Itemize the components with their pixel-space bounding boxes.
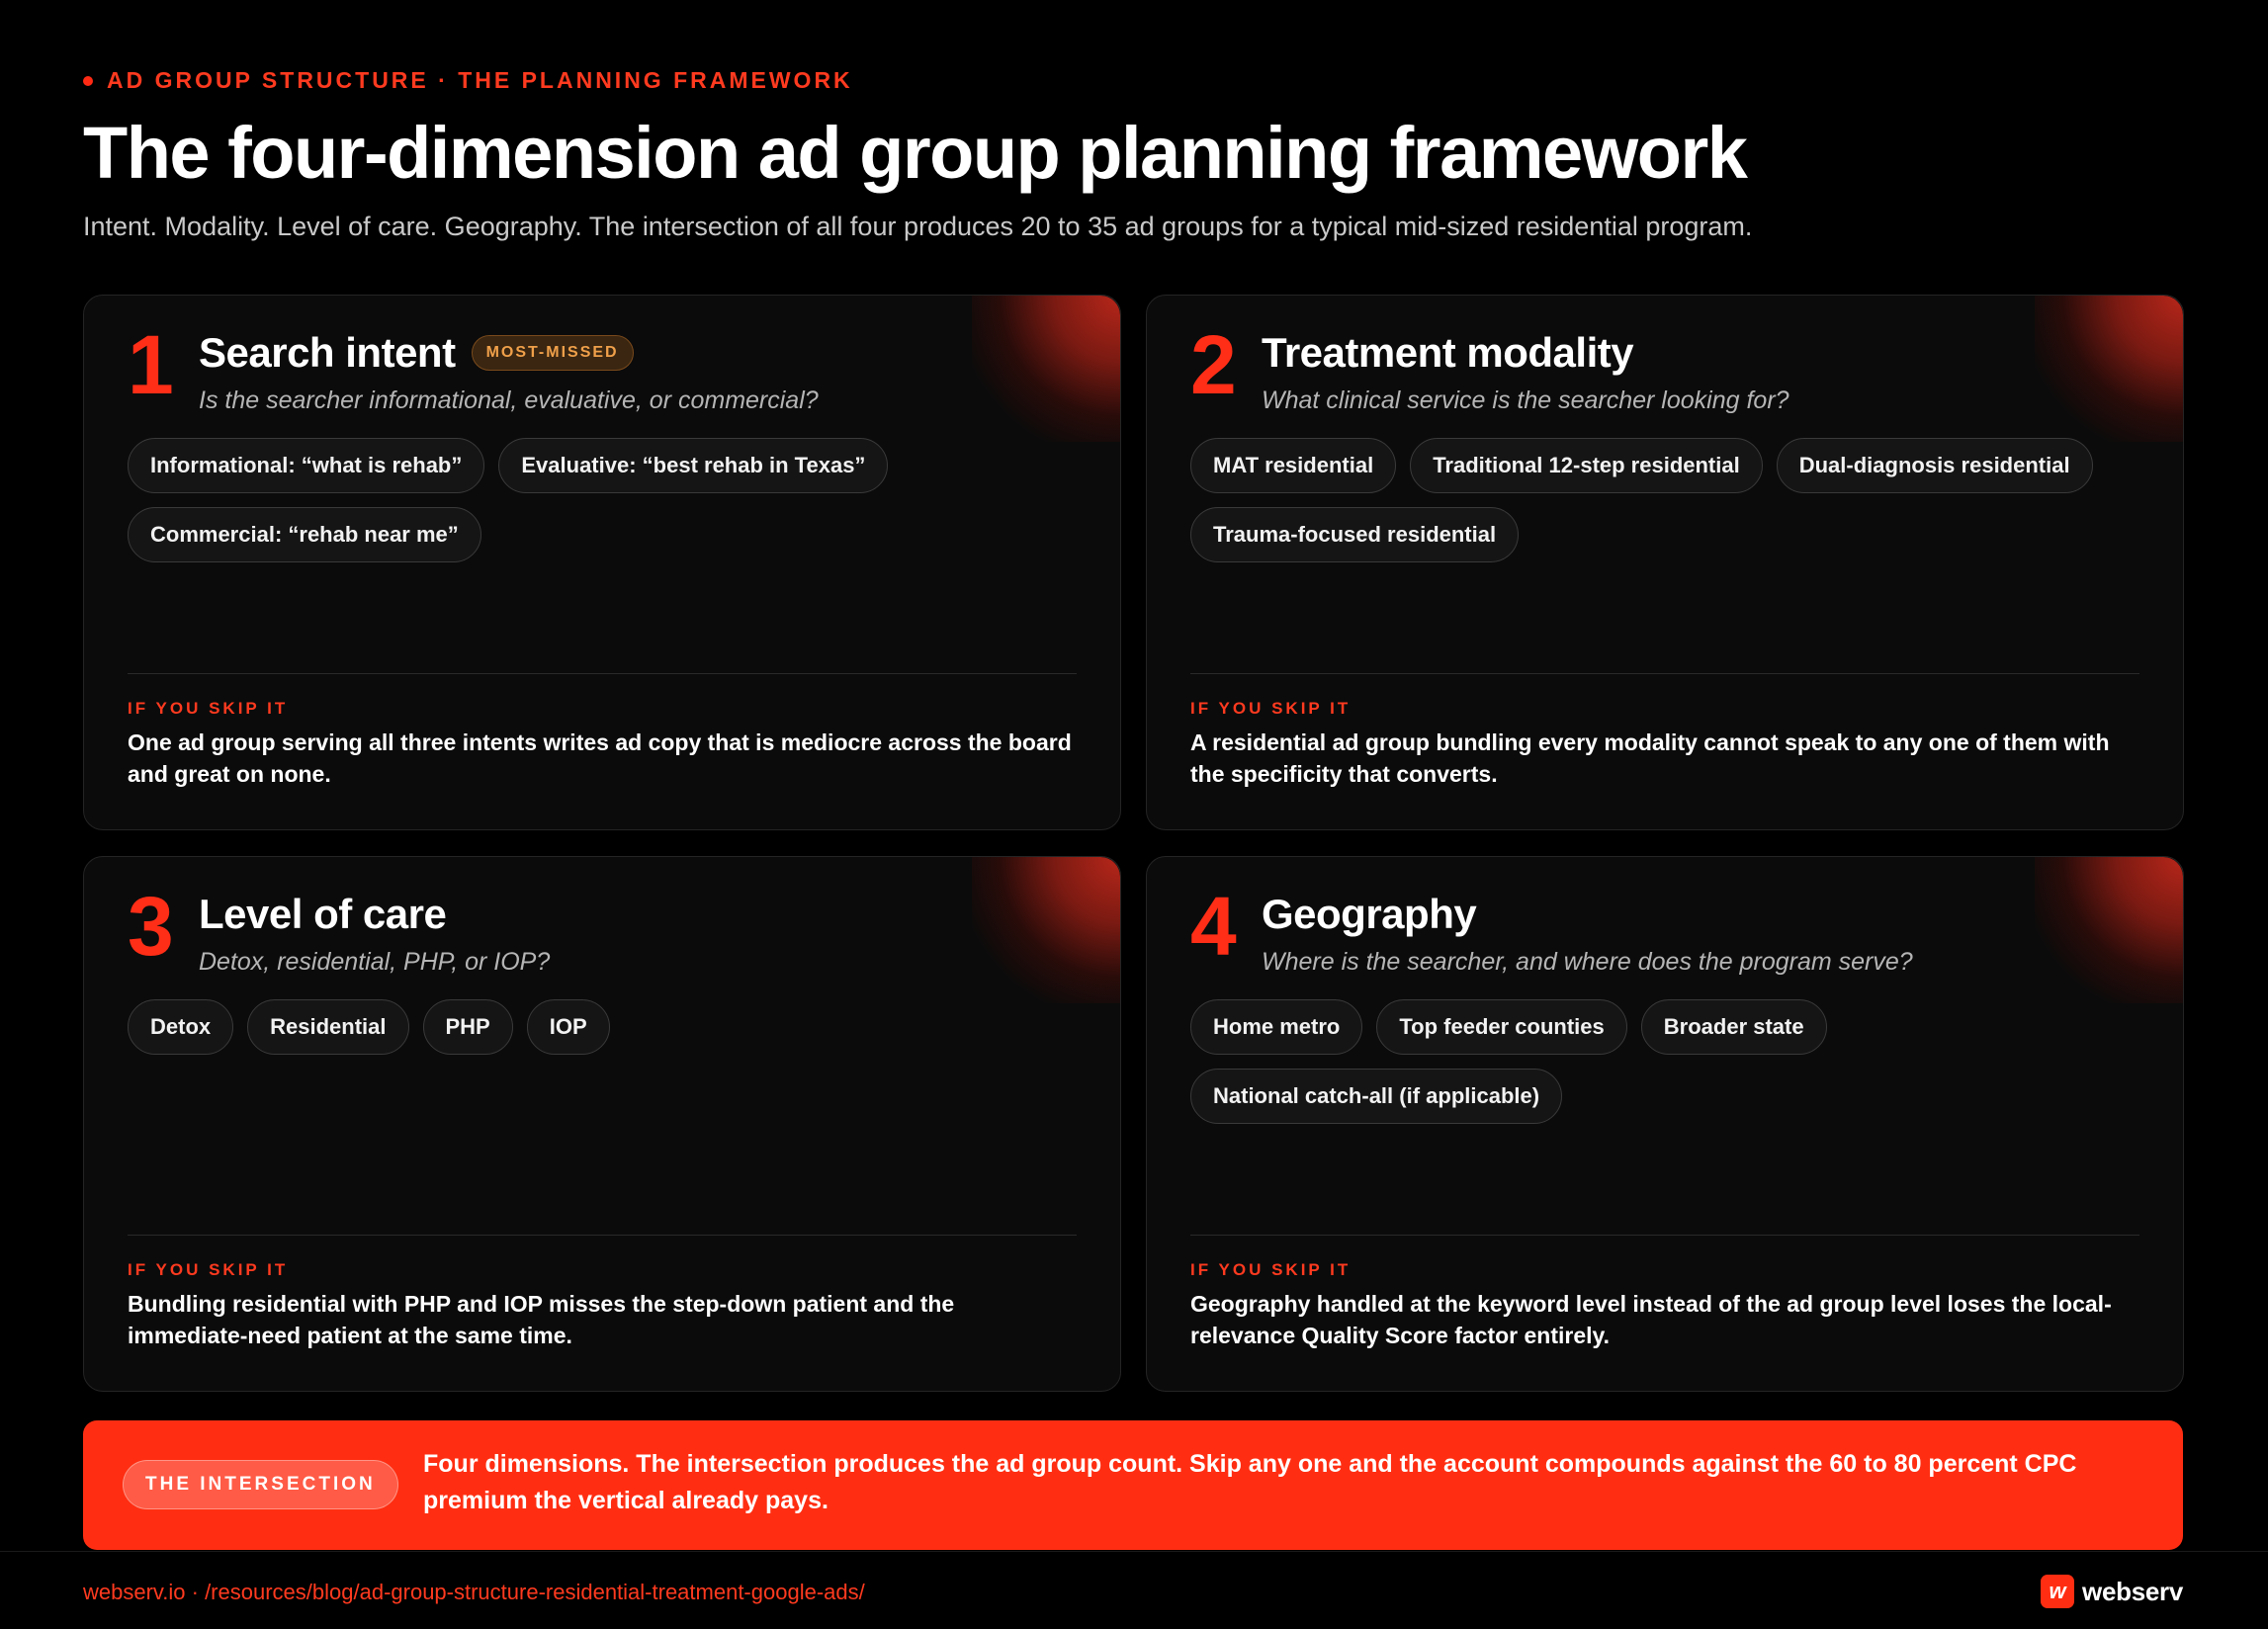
card-number: 2 (1190, 318, 1237, 411)
chip: Broader state (1641, 999, 1827, 1055)
chip-list (1190, 999, 2139, 1124)
eyebrow (83, 67, 853, 94)
skip-label: IF YOU SKIP IT (128, 699, 289, 718)
card-number: 3 (128, 880, 174, 973)
card-number: 4 (1190, 880, 1237, 973)
divider (1190, 1235, 2139, 1236)
chip: PHP (423, 999, 513, 1055)
card-corner-glow (972, 857, 1120, 1003)
card-geography (1146, 856, 2184, 1392)
chip-list (1190, 438, 2139, 562)
footer-divider (0, 1551, 2268, 1552)
card-header (1262, 891, 1476, 938)
intersection-message: Four dimensions. The intersection produces the ad group count. Skip any one and the account compounds against the 60 to 80 percent CPC premium the vertical already pays. (423, 1450, 2077, 1514)
intersection-banner (83, 1420, 2183, 1550)
intersection-pill: THE INTERSECTION (123, 1460, 398, 1509)
chip-list (128, 999, 1077, 1055)
card-header (199, 891, 446, 938)
card-corner-glow (972, 296, 1120, 442)
skip-label: IF YOU SKIP IT (1190, 699, 1352, 718)
webserv-logo-icon: w (2041, 1575, 2074, 1608)
card-header (1262, 329, 1633, 377)
chip: Trauma-focused residential (1190, 507, 1519, 562)
card-header (199, 329, 634, 377)
card-search-intent (83, 295, 1121, 830)
chip-list (128, 438, 1077, 562)
most-missed-badge: MOST-MISSED (472, 335, 634, 371)
footer-url-link[interactable]: webserv.io · /resources/blog/ad-group-structure-residential-treatment-google-ads/ (83, 1580, 865, 1604)
brand[interactable] (2041, 1575, 2183, 1608)
card-question: Is the searcher informational, evaluative, or commercial? (199, 386, 819, 414)
card-title: Geography (1262, 891, 1477, 937)
chip: Evaluative: “best rehab in Texas” (498, 438, 888, 493)
card-question: Detox, residential, PHP, or IOP? (199, 948, 551, 976)
chip: Detox (128, 999, 233, 1055)
chip: IOP (527, 999, 610, 1055)
chip: Traditional 12-step residential (1410, 438, 1763, 493)
skip-label: IF YOU SKIP IT (1190, 1260, 1352, 1279)
skip-consequence: One ad group serving all three intents writes ad copy that is mediocre across the board and great on none. (128, 729, 1072, 787)
card-corner-glow (2035, 296, 2183, 442)
chip: Dual-diagnosis residential (1777, 438, 2093, 493)
card-title: Search intent (199, 329, 456, 376)
card-question: What clinical service is the searcher looking for? (1262, 386, 1789, 414)
divider (1190, 673, 2139, 674)
skip-consequence: Geography handled at the keyword level instead of the ad group level loses the local-relevance Quality Score factor entirely. (1190, 1291, 2112, 1348)
chip: Residential (247, 999, 408, 1055)
page-title: The four-dimension ad group planning framework (83, 112, 1747, 194)
card-title: Treatment modality (1262, 329, 1634, 376)
chip: National catch-all (if applicable) (1190, 1069, 1562, 1124)
divider (128, 1235, 1077, 1236)
page-subtitle: Intent. Modality. Level of care. Geography. The intersection of all four produces 20 to 35 ad groups for a typical mid-sized residential program. (83, 212, 1753, 241)
card-question: Where is the searcher, and where does the program serve? (1262, 948, 1913, 976)
card-treatment-modality (1146, 295, 2184, 830)
skip-consequence: Bundling residential with PHP and IOP misses the step-down patient and the immediate-need patient at the same time. (128, 1291, 955, 1348)
brand-name: webserv (2082, 1576, 2183, 1606)
skip-consequence: A residential ad group bundling every modality cannot speak to any one of them with the specificity that converts. (1190, 729, 2110, 787)
eyebrow-dot-icon (83, 76, 93, 86)
card-title: Level of care (199, 891, 447, 937)
divider (128, 673, 1077, 674)
chip: Informational: “what is rehab” (128, 438, 484, 493)
chip: Top feeder counties (1376, 999, 1626, 1055)
card-level-of-care (83, 856, 1121, 1392)
chip: MAT residential (1190, 438, 1396, 493)
eyebrow-text: AD GROUP STRUCTURE · THE PLANNING FRAMEWORK (107, 67, 853, 93)
chip: Home metro (1190, 999, 1362, 1055)
chip: Commercial: “rehab near me” (128, 507, 481, 562)
card-number: 1 (128, 318, 174, 411)
skip-label: IF YOU SKIP IT (128, 1260, 289, 1279)
card-corner-glow (2035, 857, 2183, 1003)
